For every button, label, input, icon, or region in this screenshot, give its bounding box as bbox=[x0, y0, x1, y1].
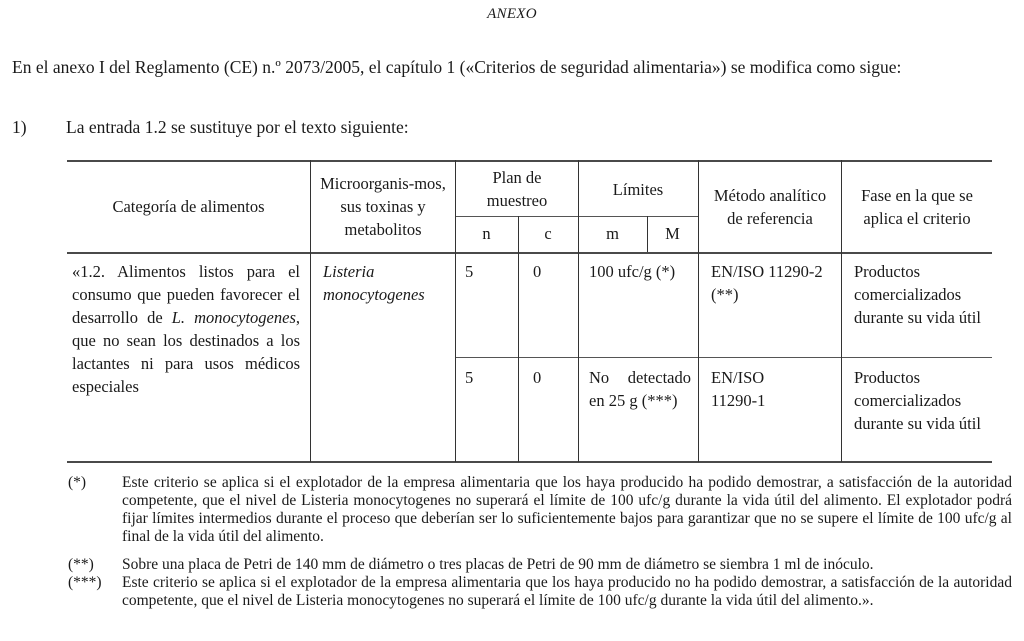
col-divider bbox=[455, 160, 456, 462]
header-limits: Límites bbox=[612, 180, 664, 199]
footnote-text: Este criterio se aplica si el explotador de la empresa alimentaria que los haya producido ha podido demostrar, a satisfacción de la autoridad competente, que el nivel de Listeria monocytogenes no superará el límite de 100 ufc/g durante la vida útil del alimento. El explotador podrá fijar límites intermedios durante el proceso que deberían ser lo suficientemente bajos para garantizar que no se supere el límite de 100 ufc/g al final de la vida útil del alimento. bbox=[122, 474, 1012, 545]
header-microorganisms: Microorganis-mos, sus toxinas y metabolitos bbox=[320, 174, 446, 239]
header-method: Método analítico de referencia bbox=[713, 186, 827, 228]
row2-c: 0 bbox=[533, 368, 542, 387]
header-stage: Fase en la que se aplica el criterio bbox=[861, 186, 973, 228]
item-text: La entrada 1.2 se sustituye por el texto siguiente: bbox=[66, 117, 409, 137]
row1-limit: 100 ufc/g (*) bbox=[589, 262, 676, 281]
row1-method: EN/ISO 11290-2 (**) bbox=[711, 262, 823, 304]
header-c: c bbox=[544, 224, 552, 243]
header-m: m bbox=[606, 224, 619, 243]
col-divider bbox=[518, 216, 519, 462]
col-divider bbox=[698, 160, 699, 462]
row1-c: 0 bbox=[533, 262, 542, 281]
subheader-divider bbox=[455, 216, 698, 217]
category-text: «1.2. Alimentos listos para el consumo que pueden favorecer el desarrollo de bbox=[72, 262, 300, 327]
row2-n: 5 bbox=[465, 368, 474, 387]
row1-stage: Productos comercializados durante su vida útil bbox=[854, 262, 981, 327]
col-divider bbox=[578, 160, 579, 462]
header-M: M bbox=[665, 224, 680, 243]
header-category: Categoría de alimentos bbox=[112, 197, 265, 216]
header-n: n bbox=[482, 224, 491, 243]
footnote-text: Sobre una placa de Petri de 140 mm de diámetro o tres placas de Petri de 90 mm de diámetro se siembra 1 ml de inóculo. bbox=[122, 556, 874, 573]
annex-title: ANEXO bbox=[487, 6, 537, 22]
header-bottom-border bbox=[67, 252, 992, 254]
category-cell bbox=[72, 260, 300, 398]
row2-limit: No detectado en 25 g (***) bbox=[589, 368, 691, 410]
footnote-text: Este criterio se aplica si el explotador de la empresa alimentaria que los haya producido no ha podido demostrar, a satisfacción de la autoridad competente, que el nivel de Listeria monocytogenes no superará el límite de 100 ufc/g durante la vida útil del alimento.». bbox=[122, 574, 1012, 609]
row2-method: EN/ISO 11290-1 bbox=[711, 368, 766, 410]
col-divider bbox=[841, 160, 842, 462]
footnote-mark: (**) bbox=[68, 556, 94, 573]
col-divider bbox=[310, 160, 311, 462]
table-bottom-border bbox=[67, 461, 992, 463]
intro-paragraph: En el anexo I del Reglamento (CE) n.º 2073/2005, el capítulo 1 («Criterios de seguridad alimentaria») se modifica como sigue: bbox=[12, 57, 902, 77]
category-text-rest: , que no sean los destinados a los lactantes ni para usos médicos especiales bbox=[72, 308, 300, 396]
microorganism-cell: Listeria monocytogenes bbox=[323, 262, 425, 304]
footnote-mark: (***) bbox=[68, 574, 102, 591]
row-divider bbox=[455, 357, 992, 358]
row1-n: 5 bbox=[465, 262, 474, 281]
category-species: L. monocytogenes bbox=[171, 308, 296, 327]
row2-stage: Productos comercializados durante su vida útil bbox=[854, 368, 981, 433]
header-sampling-plan: Plan de muestreo bbox=[486, 168, 548, 210]
table-top-border bbox=[67, 160, 992, 162]
footnote-mark: (*) bbox=[68, 474, 87, 491]
item-number: 1) bbox=[12, 117, 27, 137]
criteria-table bbox=[67, 160, 992, 463]
